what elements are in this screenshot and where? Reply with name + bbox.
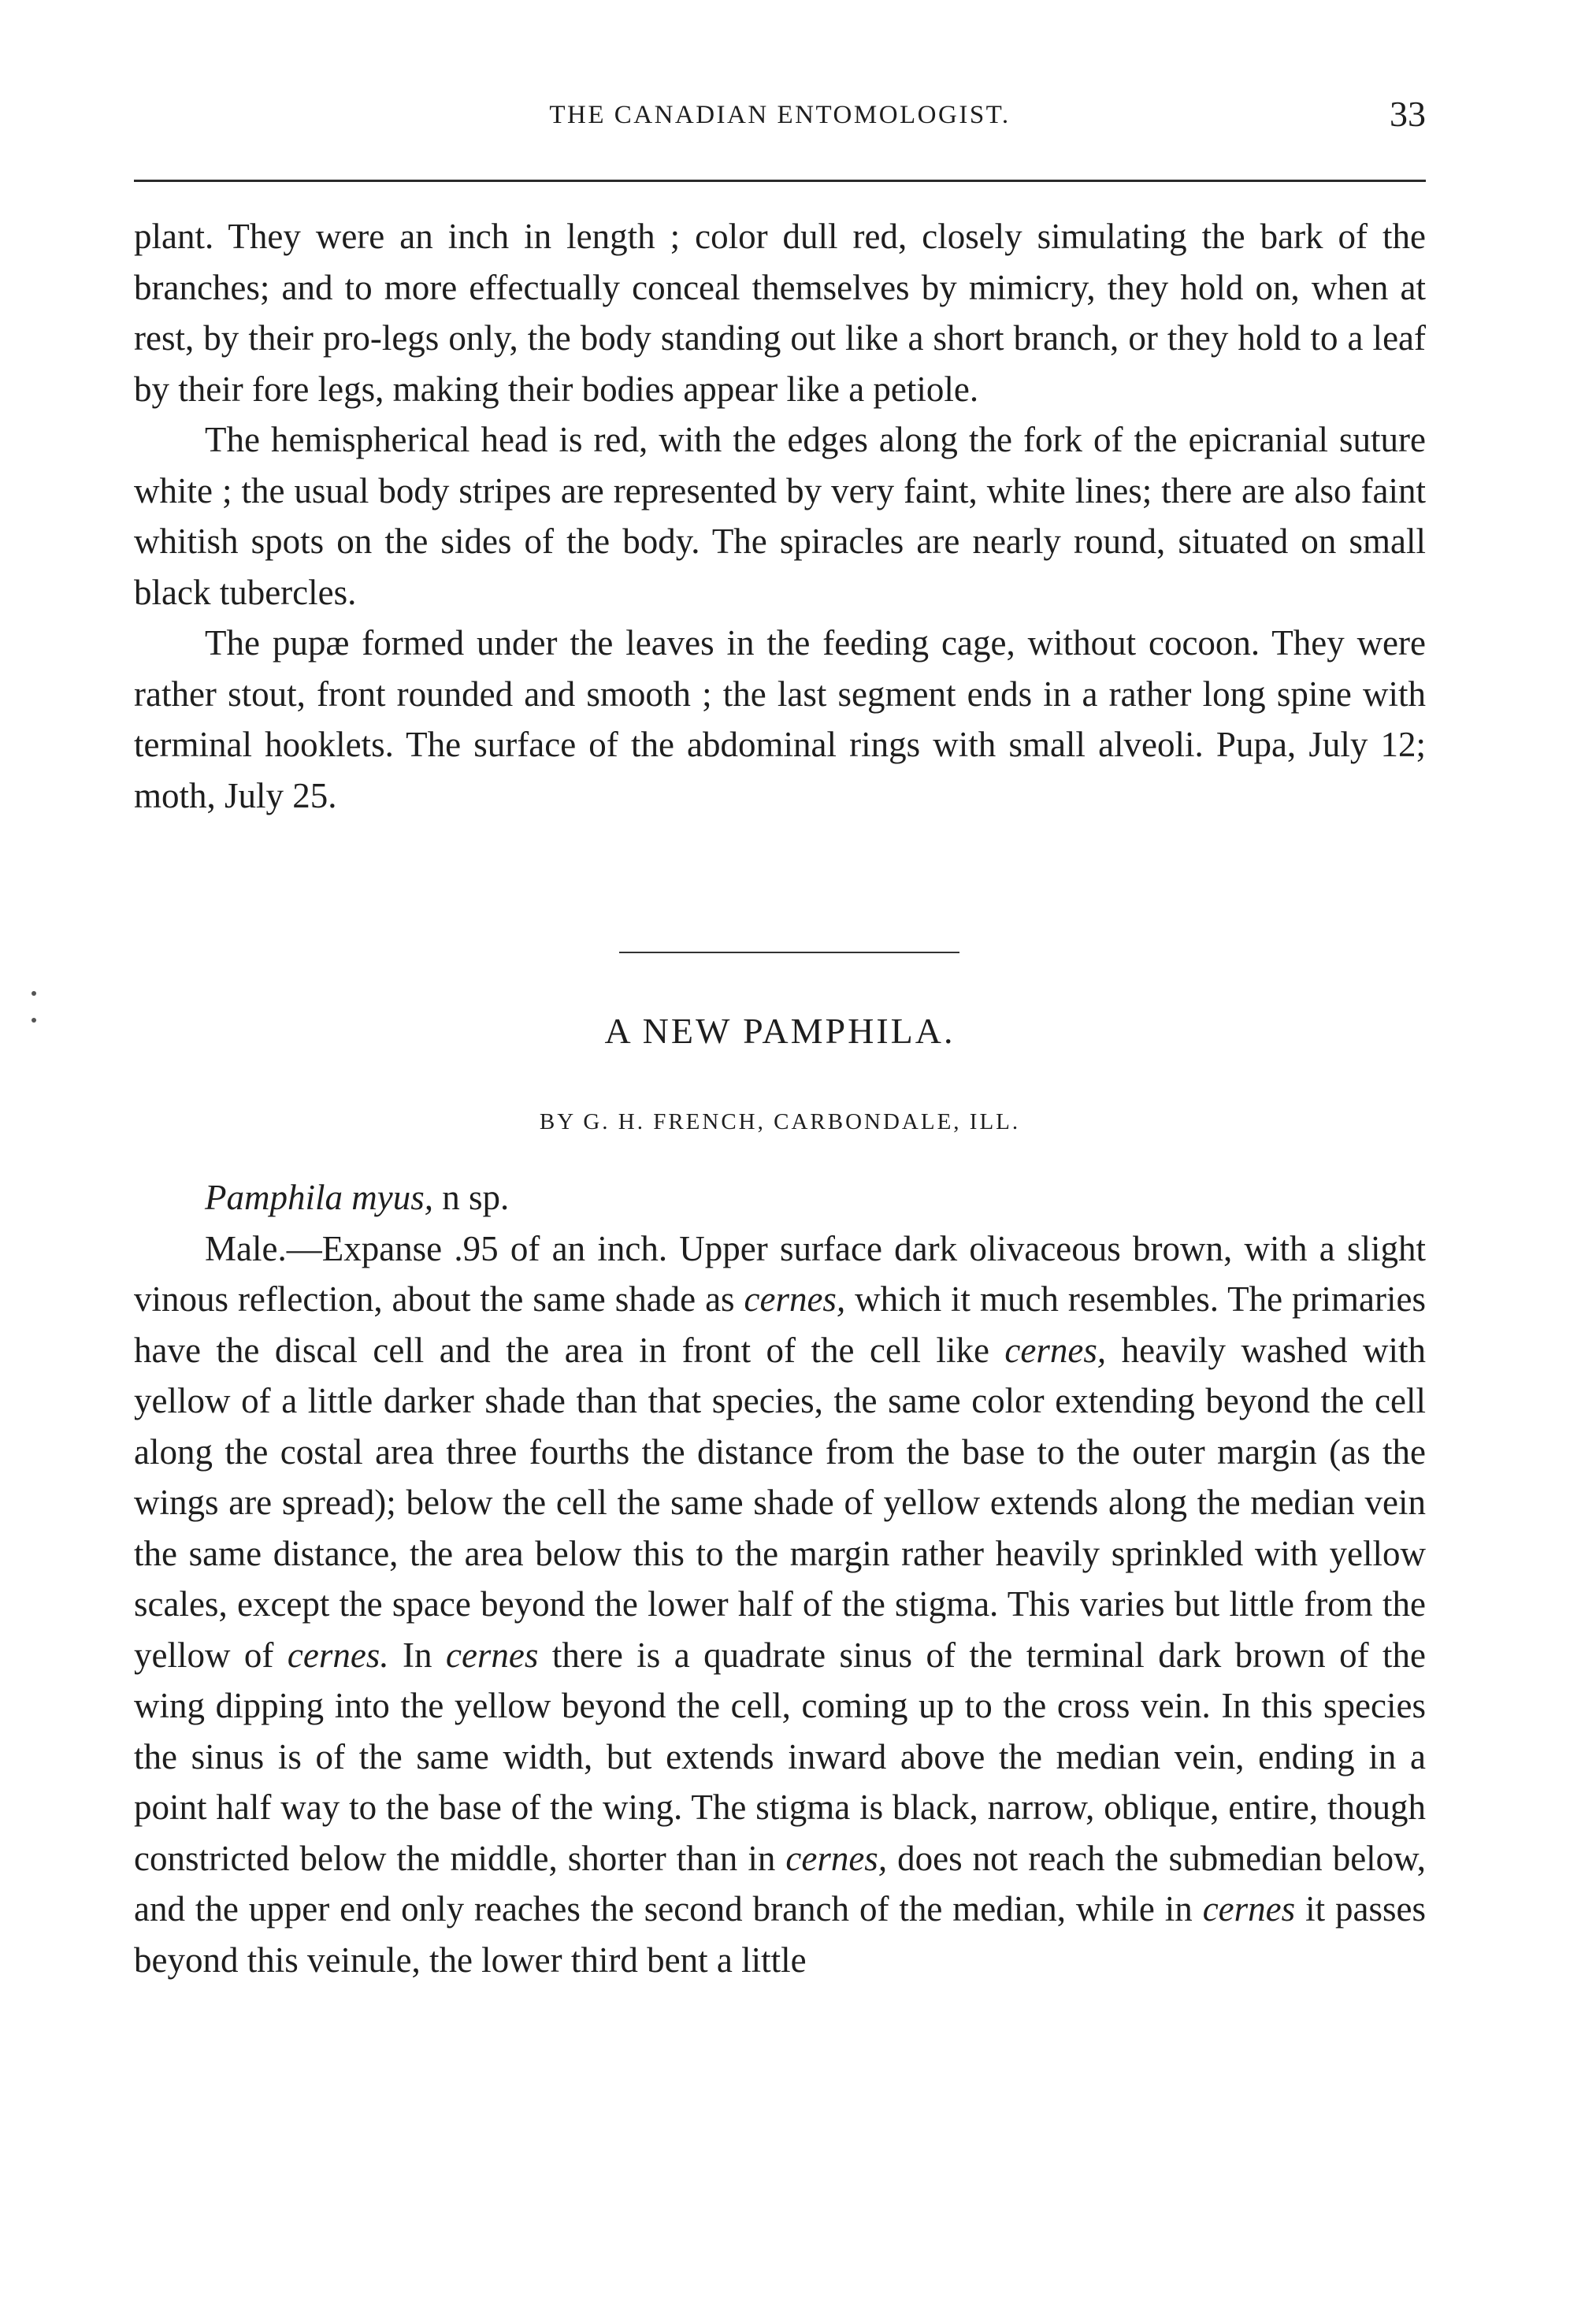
species-suffix: n sp. — [432, 1178, 510, 1217]
species-heading — [134, 1172, 1426, 1223]
section-divider — [619, 952, 959, 953]
text-run: heavily washed with yellow of a little darker shade than that species, the same color extending beyond the cell along the costal area three fourths the distance from the base to the outer margin (as the wings are spread); below the cell the same shade of yellow extends along the median vein the same distance, the area below this to the margin rather heavily sprinkled with yellow scales, except the space beyond the lower half of the stigma. This varies but little from the yellow of — [134, 1330, 1426, 1675]
paragraph: plant. They were an inch in length ; color dull red, closely simulating the bark of the branches; and to more effectually conceal themselves by mimicry, they hold on, when at rest, by their pro-legs only, the body standing out like a short branch, or they hold to a leaf by their fore legs, making their bodies appear like a petiole. — [134, 217, 1426, 409]
running-head — [134, 93, 1426, 140]
margin-mark — [32, 1018, 36, 1023]
text-run: does not reach the submedian below, and the upper end only reaches the second branch of the median, while in — [134, 1838, 1426, 1929]
species-ref: cernes, — [744, 1279, 846, 1319]
paragraph: The hemispherical head is red, with the edges along the fork of the epicranial suture white ; the usual body stripes are represented by very faint, white lines; there are also faint whitish spots on the sides of the body. The spiracles are nearly round, situated on small black tubercles. — [134, 420, 1426, 612]
article-body — [134, 1172, 1426, 1985]
species-ref: cernes — [1202, 1889, 1296, 1929]
text-run: there is a quadrate sinus of the terminal dark brown of the wing dipping into the yellow beyond the cell, coming up to the cross vein. In this species the sinus is of the same width, but extends inward above the median vein, ending in a point half way to the base of the wing. The stigma is black, narrow, oblique, entire, though constricted below the middle, shorter than in — [134, 1635, 1426, 1878]
text-run: which it much resembles. The primaries have the discal cell and the area in front of the cell like — [134, 1279, 1426, 1370]
species-ref: cernes, — [1004, 1330, 1107, 1370]
article-title: A NEW PAMPHILA. — [604, 1011, 956, 1051]
species-ref: cernes. — [287, 1635, 389, 1675]
header-rule — [134, 180, 1426, 182]
description-paragraph — [134, 1223, 1426, 1986]
text-run: Male.—Expanse .95 of an inch. Upper surface dark olivaceous brown, with a slight vinous reflection, about the same shade as — [134, 1228, 1426, 1319]
paragraph: The pupæ formed under the leaves in the feeding cage, without cocoon. They were rather stout, front rounded and smooth ; the last segment ends in a rather long spine with terminal hooklets. The surface of the abdominal rings with small alveoli. Pupa, July 12; moth, July 25. — [134, 623, 1426, 815]
page-number: 33 — [1390, 94, 1426, 134]
text-run: In — [388, 1635, 446, 1675]
species-name: Pamphila myus, — [205, 1178, 433, 1217]
text-run: it passes beyond this veinule, the lower third bent a little — [134, 1889, 1426, 1980]
species-ref: cernes — [445, 1635, 539, 1675]
continuation-text — [134, 211, 1426, 821]
margin-mark — [32, 991, 36, 996]
article-byline: BY G. H. FRENCH, CARBONDALE, ILL. — [539, 1109, 1021, 1134]
species-ref: cernes, — [785, 1838, 888, 1878]
running-title: THE CANADIAN ENTOMOLOGIST. — [549, 101, 1011, 129]
